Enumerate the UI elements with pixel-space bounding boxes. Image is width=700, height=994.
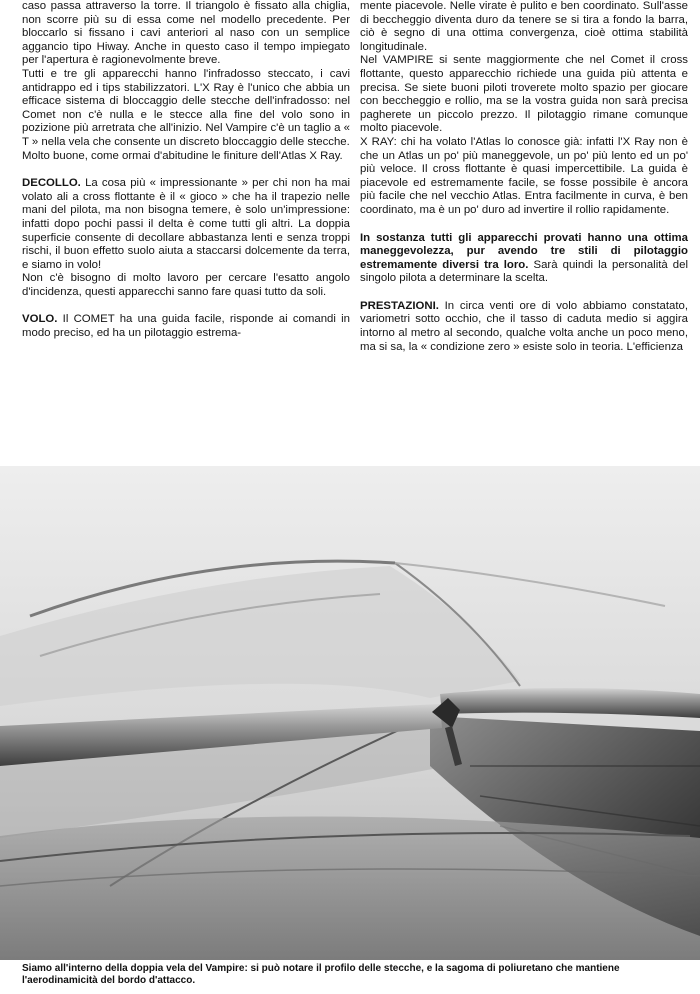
decollo-heading: DECOLLO. — [22, 177, 81, 190]
volo-paragraph-1: Il COMET ha una guida facile, risponde ai comandi in modo preciso, ed ha un pilotaggio estrema- — [22, 313, 350, 340]
decollo-paragraph-2: Non c'è bisogno di molto lavoro per cercare l'esatto angolo d'incidenza, questi apparecchi sanno fare quasi tutto da soli. — [22, 272, 350, 298]
vampire-paragraph: Nel VAMPIRE si sente maggiormente che nel Comet il cross flottante, questo apparecchio richiede una guida più attenta e precisa. Se siete buoni piloti troverete molto spazio per giocare con beccheggio e rollio, ma se la vostra guida non sarà precisa pagherete un piccolo prezzo. Il pilotaggio rimane comunque molto piacevole. — [360, 54, 688, 135]
right-text-column — [360, 0, 688, 354]
decollo-paragraph-1: La cosa più « impressionante » per chi non ha mai volato ali a cross flottante è il « gioco » che ha il trapezio nelle mani del pilota, ma non bisogna temere, è solo un'impressione: infatti dopo pochi passi il delta è come tutti gli altri. La doppia superficie consente di decollare abbastanza lenti e senza troppi rischi, il buon effetto suolo aiuta a staccarsi dolcemente da terra, e siamo in volo! — [22, 177, 350, 271]
intro-paragraph-2: Tutti e tre gli apparecchi hanno l'infradosso steccato, i cavi antidrappo ed i tips stabilizzatori. L'X Ray è l'unico che abbia un efficace sistema di bloccaggio delle stecche dell'infradosso: nel Comet non c'è nulla e le stecce alla fine del volo sono in pozizione più arretrata che all'inizio. Nel Vampire c'è un taglio a « T » nella vela che consente un discreto bloccaggio delle stecche. — [22, 67, 350, 148]
prestazioni-heading: PRESTAZIONI. — [360, 299, 439, 312]
prestazioni-paragraph-1: In circa venti ore di volo abbiamo constatato, variometri sotto occhio, che il tasso di caduta medio si aggira intorno al metro al secondo, qualche volta anche un poco meno, ma si sa, la « condizione zero » esiste solo in teoria. L'efficienza — [360, 299, 688, 353]
prestazioni-section — [360, 300, 688, 354]
volo-section — [22, 313, 350, 340]
volo-paragraph-continued: mente piacevole. Nelle virate è pulito e ben coordinato. Sull'asse di beccheggio diventa duro da tenere se si tira a fondo la barra, ciò è segno di una ottima convergenza, cioè ottima stabilità longitudinale. — [360, 0, 688, 53]
volo-heading: VOLO. — [22, 313, 58, 326]
intro-paragraph-1: caso passa attraverso la torre. Il triangolo è fissato alla chiglia, non scorre più su di essa come nel modello precedente. Per bloccarlo si fissano i cavi anteriori al naso con un semplice aggancio tipo Hiway. Anche in questo caso il tempo impiegato per l'apertura è ragionevolmente breve. — [22, 0, 350, 67]
summary-bold-text: In sostanza tutti gli apparecchi provati hanno una ottima maneggevolezza, pur avendo tre stili di pilotaggio estremamente diversi tra loro. — [360, 231, 688, 271]
wing-interior-photo — [0, 466, 700, 960]
xray-paragraph: X RAY: chi ha volato l'Atlas lo conosce già: infatti l'X Ray non è che un Atlas un po' più maneggevole, un po' più lento ed un po' più veloce. Il cross flottante è quasi impercettibile. La guida è piacevole ed estremamente facile, se fosse possibile è ancora più facile che nel vecchio Atlas. Entra facilmente in curva, è ben coordinato, ma è un po' duro ad invertire il rollio rapidamente. — [360, 135, 688, 216]
intro-paragraph-3: Molto buone, come ormai d'abitudine le finiture dell'Atlas X Ray. — [22, 149, 343, 162]
photo-caption: Siamo all'interno della doppia vela del Vampire: si può notare il profilo delle stecche, e la sagoma di poliuretano che mantiene l'aerodinamicità del bordo d'attacco. — [22, 963, 620, 986]
summary-text: Sarà quindi la personalità del singolo pilota a determinare la scelta. — [360, 258, 689, 285]
decollo-section — [22, 177, 350, 272]
left-text-column — [22, 0, 350, 341]
summary-paragraph — [360, 232, 688, 286]
